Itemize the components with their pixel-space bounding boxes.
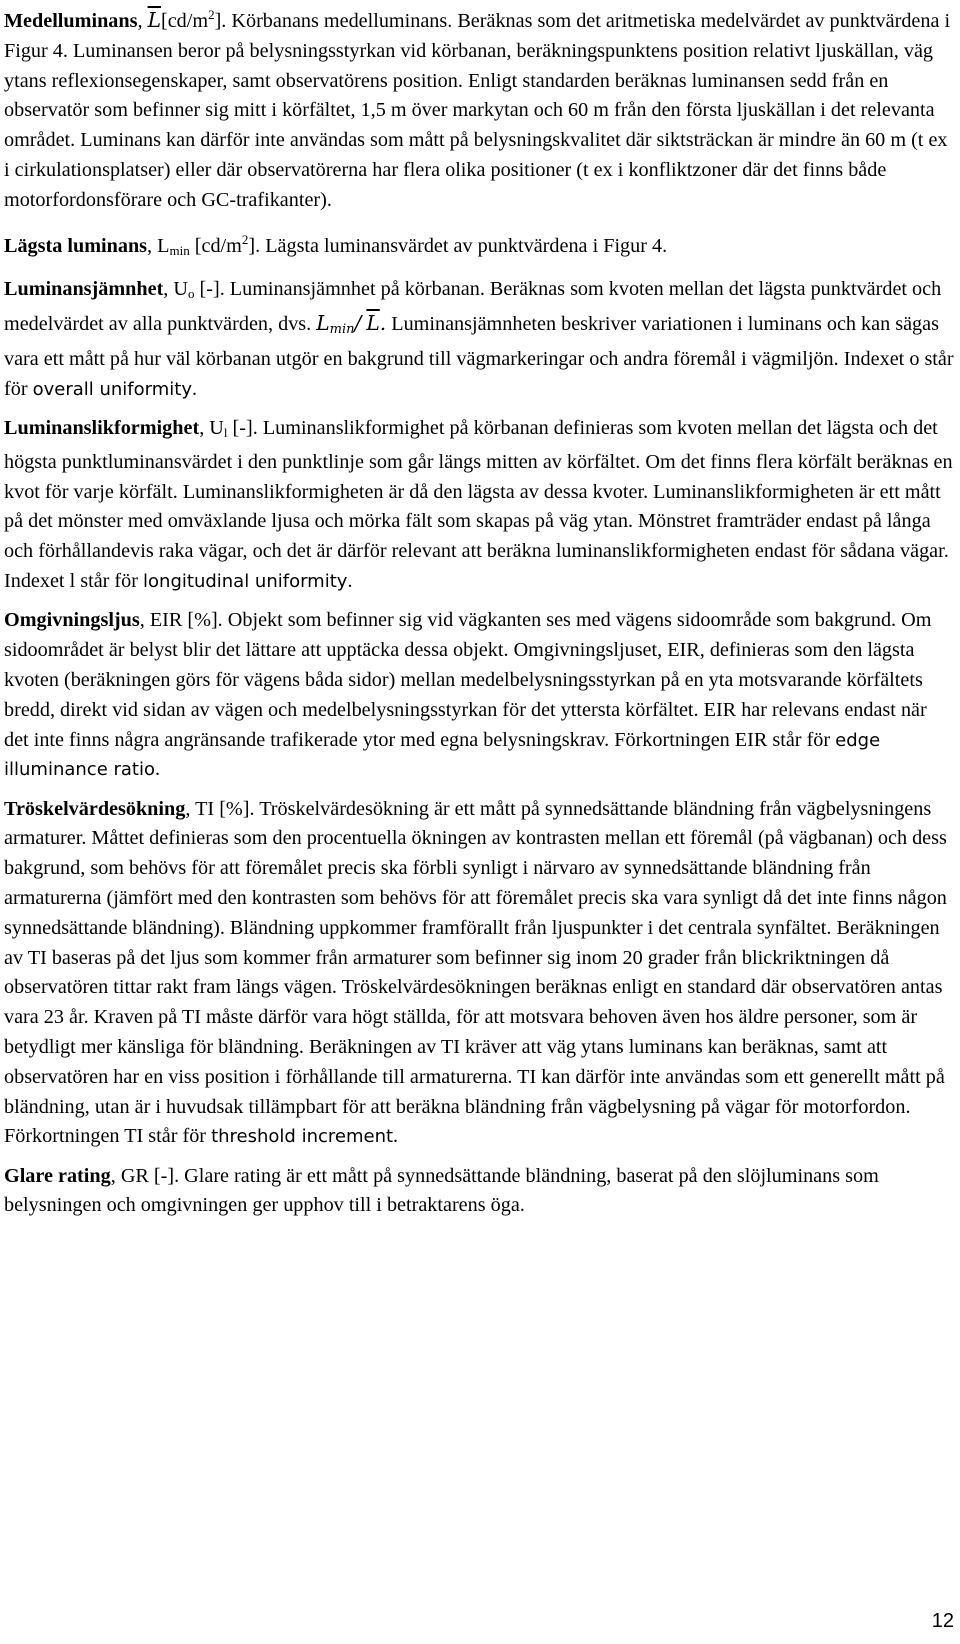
paragraph-omgivningsljus: Omgivningsljus, EIR [%]. Objekt som befinner sig vid vägkanten ses med vägens sidoområde som bakgrund. Om sidoområdet är belyst blir det lättare att upptäcka dessa objekt. Omgivningsljuset, EIR, definieras som den lägsta kvoten (beräkningen görs för vägens båda sidor) mellan medelbelysningsstyrkan på en yta motsvarande körfältets bredd, direkt vid sidan av vägen och medelbelysningsstyrkan för det yttersta körfältet. EIR har relevans endast när det inte finns några angränsande trafikerade ytor med egna belysningskrav. Förkortningen EIR står för edge illuminance ratio. <box>4 609 932 781</box>
sentence-end: . <box>191 377 198 400</box>
sentence-end: . <box>155 758 161 781</box>
unit-exponent: 2 <box>241 232 249 248</box>
term-luminanslikformighet: Luminanslikformighet <box>4 417 200 440</box>
symbol-u: U <box>209 417 224 440</box>
symbol-gr: GR <box>120 1164 149 1187</box>
paragraph-lagsta-luminans: Lägsta luminans, $L_{min}$ $[cd/m^2]$. Lägsta luminansvärdet av punktvärdena i Figur 4. <box>4 232 668 259</box>
paragraph-troskelvardesokning: Tröskelvärdesökning, TI [%]. Tröskelvärdesökning är ett mått på synnedsättande bländning från vägbelysningens armaturer. Måttet definieras som den procentuella ökningen av kontrasten mellan ett föremål (på vägbanan) och dess bakgrund, som behövs för att föremålet precis ska förbli synligt i närvaro av synnedsättande bländning från armaturerna (jämfört med den kontrasten som behövs för att föremålet precis ska vara synligt då det inte finns någon synnedsättande bländning). Bländning uppkommer framförallt från ljuspunkter i det centrala synfältet. Beräkningen av TI baseras på det ljus som kommer från armaturer som befinner sig inom 20 grader från blickriktningen då observatören tittar rakt fram längs vägen. Tröskelvärdesökningen beräknas enligt en standard där observatören antas vara 23 år. Kraven på TI måste därför vara högt ställda, för att motsvara behoven även hos äldre personer, som är betydligt mer känsliga för bländning. Beräkningen av TI kräver att väg ytans luminans kan beräknas, samt att observatören har en viss position i förhållande till armaturerna. TI kan därför inte användas som ett generellt mått på bländning, utan är i huvudsak tillämpbart för att beräkna bländning från vägbelysning på vägar för motorfordon. Förkortningen TI står för threshold increment. <box>4 797 947 1148</box>
paragraph-luminansjamnhet: Luminansjämnhet, $U_o$ [-]. Luminansjämnhet på körbanan. Beräknas som kvoten mellan det lägsta punktvärdet och medelvärdet av alla punktvärden, dvs. $L_{min}/$ $\overline{L}$. Luminansjämnheten beskriver variationen i luminans och kan sägas vara ett mått på hur väl körbanan utgör en bakgrund till vägmarkeringar och andra föremål i vägmiljön. Indexet o står för overall uniformity. <box>4 278 954 400</box>
symbol-l: L <box>157 235 170 258</box>
symbol-subscript: o <box>187 286 195 302</box>
unit-part-end: ]. <box>248 235 261 258</box>
paragraph-glare-rating: Glare rating, GR [-]. Glare rating är ett mått på synnedsättande bländning, baserat på den slöjluminans som belysningen och omgivningen ger upphov till i betraktarens öga. <box>4 1164 879 1217</box>
index-term: edge illuminance ratio <box>4 729 881 781</box>
index-term: threshold increment <box>211 1126 394 1148</box>
unit: [-]. <box>153 1164 180 1187</box>
index-term: overall uniformity <box>32 378 192 400</box>
term-troskelvardesokning: Tröskelvärdesökning <box>4 797 186 820</box>
unit: [%]. <box>219 797 255 820</box>
unit-part: [cd/m <box>160 10 209 32</box>
definition-text-2: Luminansjämnheten beskriver variationen i luminans och kan sägas vara ett mått på hur väl körbanan utgör en bakgrund till vägmarkeringar och andra föremål i vägmiljön. Indexet o står för <box>4 313 954 400</box>
definition-text: Lägsta luminansvärdet av punktvärdena i Figur 4. <box>265 235 668 258</box>
unit-part: [cd/m <box>194 235 242 258</box>
unit: [-]. <box>199 278 225 301</box>
formula-numerator: L <box>316 311 330 336</box>
formula-numerator-subscript: min <box>329 322 355 338</box>
symbol-l-bar: $\overline{L}$ <box>147 8 161 32</box>
term-lagsta-luminans: Lägsta luminans <box>4 235 148 258</box>
definition-text: Glare rating är ett mått på synnedsättande bländning, baserat på den slöjluminans som belysningen och omgivningen ger upphov till i betraktarens öga. <box>4 1164 879 1217</box>
unit-exponent: 2 <box>208 7 215 22</box>
unit: [-]. <box>232 417 258 440</box>
definition-text: Objekt som befinner sig vid vägkanten ses med vägens sidoområde som bakgrund. Om sidoområdet är belyst blir det lättare att upptäcka dessa objekt. Omgivningsljuset, EIR, definieras som den lägsta kvoten (beräkningen görs för vägens båda sidor) mellan medelbelysningsstyrkan på en yta motsvarande körfältets bredd, direkt vid sidan av vägen och medelbelysningsstyrkan för det yttersta körfältet. EIR har relevans endast när det inte finns några angränsande trafikerade ytor med egna belysningskrav. Förkortningen EIR står för <box>4 609 932 751</box>
definition-text: Luminanslikformighet på körbanan definieras som kvoten mellan det lägsta och det högsta punktluminansvärdet i den punktlinje som går längs mitten av körfältet. Om det finns flera körfält beräknas en kvot för varje körfält. Luminanslikformigheten är då den lägsta av dessa kvoter. Luminanslikformigheten är ett mått på det mönster med omväxlande ljusa och mörka fält som skapas på väg ytan. Mönstret framträder endast på långa och förhållandevis raka vägar, och det är därför relevant att beräkna luminanslikformigheten endast för sådana vägar. Indexet l står för <box>4 417 953 593</box>
formula-slash: / <box>354 311 362 336</box>
formula-denominator: $\overline{L}$ <box>366 311 380 336</box>
term-medelluminans: Medelluminans <box>4 10 138 32</box>
symbol-u: U <box>173 278 188 301</box>
term-omgivningsljus: Omgivningsljus <box>4 609 140 632</box>
symbol-ti: TI <box>195 797 215 820</box>
definition-text: Körbanans medelluminans. Beräknas som det aritmetiska medelvärdet av punktvärdena i Figur 4. Luminansen beror på belysningsstyrkan vid körbanan, beräkningspunktens position relativt ljuskällan, väg ytans reflexionsegenskaper, samt observatörens position. Enligt standarden beräknas luminansen sedd från en observatör som befinner sig mitt i körfältet, 1,5 m över markytan och 60 m från den första ljuskällan i det relevanta området. Luminans kan därför inte användas som mått på belysningskvalitet där siktsträckan är mindre än 60 m (t ex i cirkulationsplatser) eller där observatörerna har flera olika positioner (t ex i konfliktzoner där det finns både motorfordonsförare och GC-trafikanter). <box>4 10 951 211</box>
symbol-subscript: l <box>223 425 228 441</box>
definition-text: Luminansjämnhet på körbanan. Beräknas som kvoten mellan det lägsta punktvärdet och medelvärdet av alla punktvärden, dvs. <box>4 278 942 336</box>
term-glare-rating: Glare rating <box>4 1164 111 1187</box>
symbol-eir: EIR <box>149 609 183 632</box>
index-term: longitudinal uniformity <box>143 571 348 593</box>
paragraph-luminanslikformighet: Luminanslikformighet, $U_l$ [-]. Luminanslikformighet på körbanan definieras som kvoten mellan det lägsta och det högsta punktluminansvärdet i den punktlinje som går längs mitten av körfältet. Om det finns flera körfält beräknas en kvot för varje körfält. Luminanslikformigheten är då den lägsta av dessa kvoter. Luminanslikformigheten är ett mått på det mönster med omväxlande ljusa och mörka fält som skapas på väg ytan. Mönstret framträder endast på långa och förhållandevis raka vägar, och det är därför relevant att beräkna luminanslikformigheten endast för sådana vägar. Indexet l står för longitudinal uniformity. <box>4 417 953 593</box>
unit-part-end: ]. <box>214 10 227 32</box>
formula-period: . <box>379 311 387 336</box>
symbol-subscript: min <box>169 243 190 259</box>
sentence-end: . <box>347 570 353 593</box>
definition-text: Tröskelvärdesökning är ett mått på synnedsättande bländning från vägbelysningens armaturer. Måttet definieras som den procentuella ökningen av kontrasten mellan ett föremål (på vägbanan) och dess bakgrund, som behövs för att föremålet precis ska förbli synligt i närvaro av synnedsättande bländning från armaturerna (jämfört med den kontrasten som behövs för att föremålet precis ska vara synligt då det inte finns någon synnedsättande bländning). Bländning uppkommer framförallt från ljuspunkter i det centrala synfältet. Beräkningen av TI baseras på det ljus som kommer från armaturer som befinner sig inom 20 grader från blickriktningen då observatören tittar rakt fram längs vägen. Tröskelvärdesökningen beräknas enligt en standard där observatören antas vara 23 år. Kraven på TI måste därför vara högt ställda, för att motsvara behoven även hos äldre personer, som är betydligt mer känsliga för bländning. Beräkningen av TI kräver att väg ytans luminans kan beräknas, samt att observatören har en viss position i förhållande till armaturerna. TI kan därför inte användas som ett generellt mått på bländning, utan är i huvudsak tillämpbart för att beräkna bländning från vägbelysning på vägar för motorfordon. Förkortningen TI står för <box>4 797 947 1148</box>
paragraph-medelluminans: Medelluminans, $\overline{L}[cd/m^2]$. Körbanans medelluminans. Beräknas som det aritmetiska medelvärdet av punktvärdena i Figur 4. Luminansen beror på belysningsstyrkan vid körbanan, beräkningspunktens position relativt ljuskällan, väg ytans reflexionsegenskaper, samt observatörens position. Enligt standarden beräknas luminansen sedd från en observatör som befinner sig mitt i körfältet, 1,5 m över markytan och 60 m från den första ljuskällan i det relevanta området. Luminans kan därför inte användas som mått på belysningskvalitet där siktsträckan är mindre än 60 m (t ex i cirkulationsplatser) eller där observatörerna har flera olika positioner (t ex i konfliktzoner där det finns både motorfordonsförare och GC-trafikanter). <box>4 7 951 211</box>
unit: [%]. <box>187 609 223 632</box>
page-number: 12 <box>931 1610 954 1632</box>
document-body <box>4 0 954 1221</box>
sentence-end: . <box>393 1125 399 1148</box>
term-luminansjamnhet: Luminansjämnhet <box>4 278 164 301</box>
